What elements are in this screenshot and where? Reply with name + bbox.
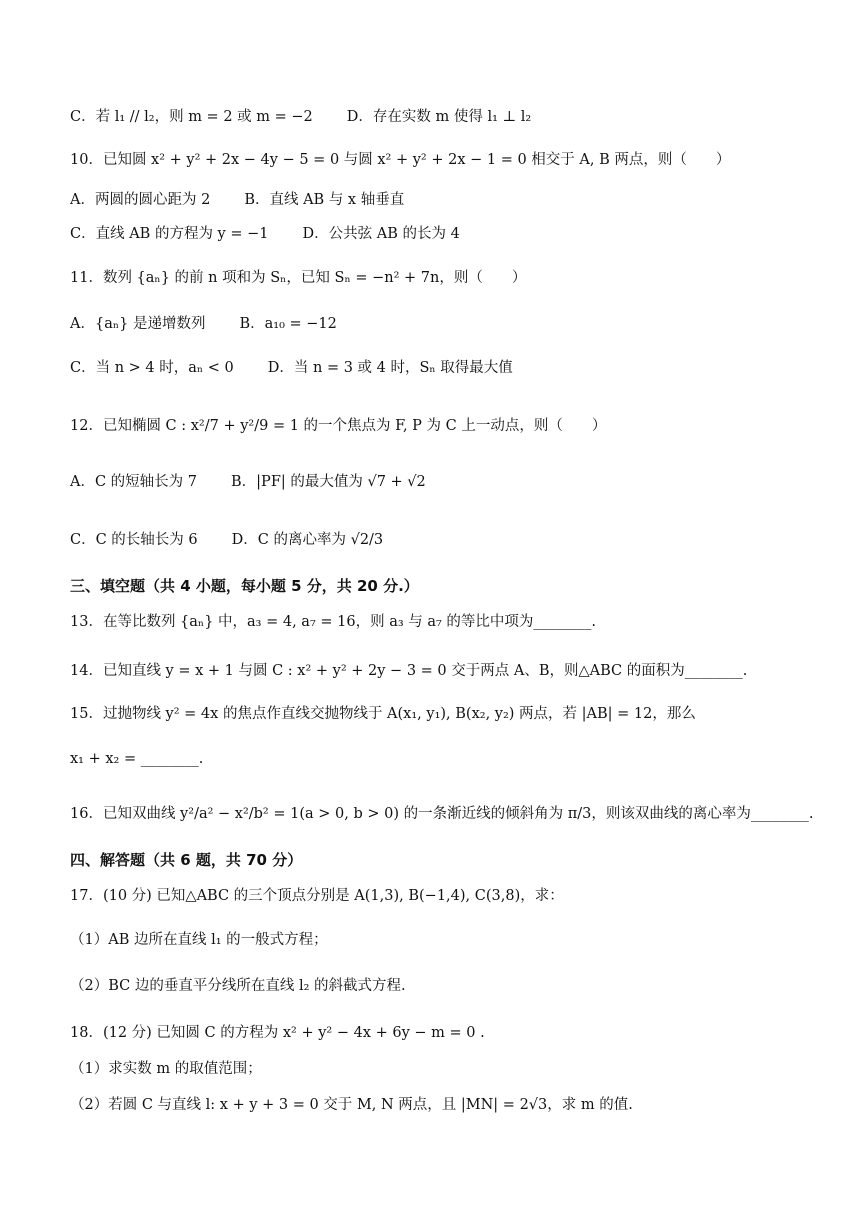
text-segment: 18．(12 分) 已知圆 C 的方程为 x² + y² − 4x + 6y − m = 0 .	[70, 1025, 485, 1041]
text-segment: D．存在实数 m 使得 l₁ ⊥ l₂	[346, 109, 532, 125]
text-segment: 14．已知直线 y = x + 1 与圆 C : x² + y² + 2y − 3 = 0 交于两点 A、B，则△ABC 的面积为________.	[70, 663, 748, 679]
question-line	[70, 358, 800, 378]
question-line	[70, 1023, 800, 1043]
question-line	[70, 612, 800, 632]
question-line	[70, 268, 800, 288]
text-segment: 17．(10 分) 已知△ABC 的三个顶点分别是 A(1,3), B(−1,4), C(3,8)，求：	[70, 888, 564, 904]
question-line	[70, 107, 800, 127]
question-line	[70, 472, 800, 492]
section-heading	[70, 850, 800, 870]
text-segment: D．C 的离心率为 √2/3	[231, 532, 384, 548]
text-segment: （2）BC 边的垂直平分线所在直线 l₂ 的斜截式方程.	[70, 978, 406, 994]
text-segment: 13．在等比数列 {aₙ} 中，a₃ = 4, a₇ = 16，则 a₃ 与 a₇ 的等比中项为________.	[70, 614, 597, 630]
question-line	[70, 1059, 800, 1079]
text-segment: B．直线 AB 与 x 轴垂直	[244, 192, 405, 208]
question-line	[70, 886, 800, 906]
text-segment: B．a₁₀ = −12	[239, 316, 337, 332]
text-segment: C．当 n > 4 时，aₙ < 0	[70, 360, 234, 376]
text-segment: x₁ + x₂ = ________.	[70, 751, 204, 767]
text-segment: 12．已知椭圆 C : x²/7 + y²/9 = 1 的一个焦点为 F, P 为 C 上一动点，则（ ）	[70, 418, 607, 434]
question-line	[70, 930, 800, 950]
section-heading	[70, 576, 800, 596]
question-line	[70, 224, 800, 244]
text-segment: A．两圆的圆心距为 2	[70, 192, 211, 208]
text-segment: 四、解答题（共 6 题，共 70 分）	[70, 851, 303, 869]
text-segment: B．|PF| 的最大值为 √7 + √2	[231, 474, 426, 490]
text-segment: D．公共弦 AB 的长为 4	[302, 226, 460, 242]
question-line	[70, 416, 800, 436]
question-line	[70, 150, 800, 170]
text-segment: 10．已知圆 x² + y² + 2x − 4y − 5 = 0 与圆 x² + y² + 2x − 1 = 0 相交于 A, B 两点，则（ ）	[70, 152, 731, 168]
text-segment: （1）AB 边所在直线 l₁ 的一般式方程；	[70, 932, 328, 948]
text-segment: A．C 的短轴长为 7	[70, 474, 198, 490]
question-line	[70, 661, 800, 681]
question-line	[70, 1095, 800, 1115]
text-segment: （2）若圆 C 与直线 l: x + y + 3 = 0 交于 M, N 两点，且 |MN| = 2√3，求 m 的值.	[70, 1097, 633, 1113]
text-segment: C．C 的长轴长为 6	[70, 532, 198, 548]
question-line	[70, 704, 800, 724]
question-line	[70, 976, 800, 996]
question-line	[70, 190, 800, 210]
text-segment: 三、填空题（共 4 小题，每小题 5 分，共 20 分.）	[70, 577, 419, 595]
question-line	[70, 314, 800, 334]
text-segment: D．当 n = 3 或 4 时，Sₙ 取得最大值	[267, 360, 513, 376]
text-segment: 16．已知双曲线 y²/a² − x²/b² = 1(a > 0, b > 0) 的一条渐近线的倾斜角为 π/3，则该双曲线的离心率为________.	[70, 806, 814, 822]
question-line	[70, 530, 800, 550]
text-segment: （1）求实数 m 的取值范围；	[70, 1061, 262, 1077]
question-line	[70, 749, 800, 769]
text-segment: A．{aₙ} 是递增数列	[70, 316, 206, 332]
text-segment: C．若 l₁ // l₂，则 m = 2 或 m = −2	[70, 109, 313, 125]
question-line	[70, 804, 814, 824]
text-segment: C．直线 AB 的方程为 y = −1	[70, 226, 269, 242]
text-segment: 11．数列 {aₙ} 的前 n 项和为 Sₙ，已知 Sₙ = −n² + 7n，则（ ）	[70, 270, 527, 286]
text-segment: 15．过抛物线 y² = 4x 的焦点作直线交抛物线于 A(x₁, y₁), B(x₂, y₂) 两点，若 |AB| = 12，那么	[70, 706, 696, 722]
